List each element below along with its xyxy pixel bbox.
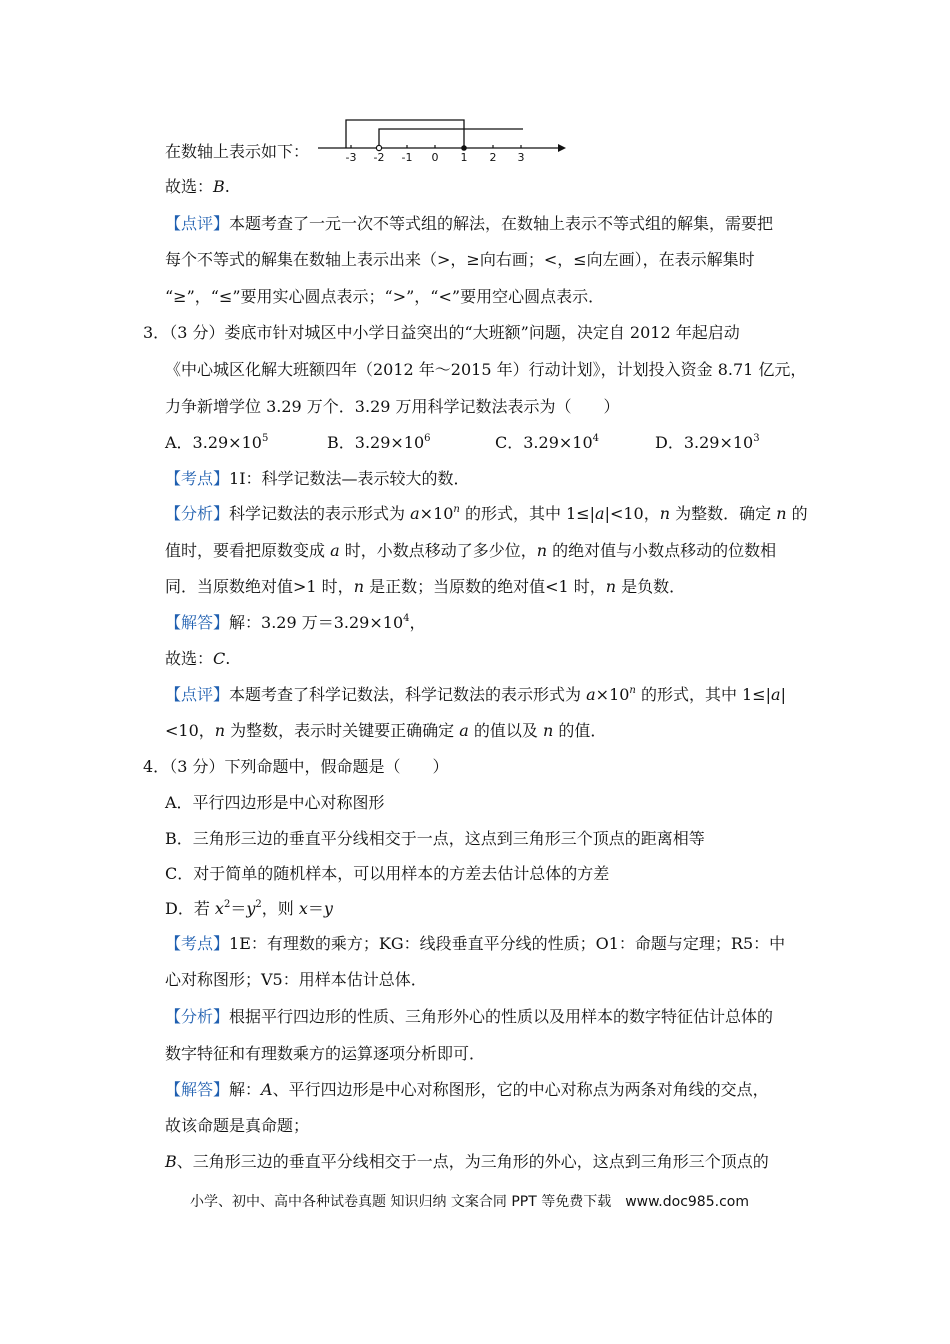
option-c: C．$3.29\times 10^4$	[495, 433, 600, 452]
tick-label: -3	[345, 151, 357, 164]
question-number: 3．	[143, 323, 170, 342]
solution-line: B、三角形三边的垂直平分线相交于一点，为三角形的外心，这点到三角形三个顶点的	[165, 1152, 769, 1171]
question-3-stem: 3．（3 分）娄底市针对城区中小学日益突出的“大班额”问题，决定自 2012 年起启动	[143, 323, 740, 342]
solution-line: 【解答】解：3.29 万$=3.29\times 10^4$，	[165, 613, 426, 632]
option-a: A．平行四边形是中心对称图形	[165, 793, 385, 812]
review-tag: 【点评】	[165, 685, 230, 704]
tick-label: 1	[460, 151, 468, 164]
analysis-line: 同．当原数绝对值>1 时，n 是正数；当原数的绝对值<1 时，n 是负数．	[165, 577, 686, 596]
solution-line: 【解答】解：A、平行四边形是中心对称图形，它的中心对称点为两条对角线的交点，	[165, 1080, 769, 1099]
question-number: 4．	[143, 757, 170, 776]
point-tag: 【考点】	[165, 934, 230, 953]
tick-label: 0	[431, 151, 439, 164]
review-line: 【点评】本题考查了一元一次不等式组的解法，在数轴上表示不等式组的解集，需要把	[165, 214, 774, 233]
option-c: C．对于简单的随机样本，可以用样本的方差去估计总体的方差	[165, 864, 610, 883]
number-line-figure	[318, 112, 568, 164]
number-line-arrow	[558, 144, 566, 152]
knowledge-point: 【考点】1I：科学记数法—表示较大的数．	[165, 469, 470, 488]
tick-label: 3	[517, 151, 525, 164]
option-b: B．$3.29\times 10^6$	[327, 433, 431, 452]
option-a: A．$3.29\times 10^5$	[165, 433, 269, 452]
question-3-stem: 力争新增学位 3.29 万个．3.29 万用科学记数法表示为（ ）	[165, 397, 620, 416]
answer-line: 故选：B.	[165, 177, 230, 196]
tick-label: 2	[489, 151, 497, 164]
numline-intro: 在数轴上表示如下：	[165, 142, 310, 161]
solution-line: 故该命题是真命题；	[165, 1116, 310, 1135]
review-line: <10，n 为整数，表示时关键要正确确定 a 的值以及 n 的值．	[165, 721, 607, 740]
number-line-solid-point	[461, 145, 467, 151]
knowledge-point: 【考点】1E：有理数的乘方；KG：线段垂直平分线的性质；O1：命题与定理；R5：中	[165, 934, 786, 953]
answer-line: 故选：C.	[165, 649, 231, 668]
analysis-line: 值时，要看把原数变成 a 时，小数点移动了多少位，n 的绝对值与小数点移动的位数相	[165, 541, 777, 560]
number-line-open-point	[376, 145, 381, 150]
analysis-line: 【分析】科学记数法的表示形式为 $a\times 10^n$ 的形式，其中 1≤|a|<10，n 为整数．确定 n 的	[165, 504, 808, 523]
review-line: 【点评】本题考查了科学记数法，科学记数法的表示形式为 $a\times 10^n$ 的形式，其中 1≤|a|	[165, 685, 786, 704]
analysis-line: 【分析】根据平行四边形的性质、三角形外心的性质以及用样本的数字特征估计总体的	[165, 1007, 774, 1026]
solution-tag: 【解答】	[165, 613, 230, 632]
question-3-stem: 《中心城区化解大班额四年（2012 年～2015 年）行动计划》，计划投入资金 8.71 亿元，	[165, 360, 807, 379]
knowledge-point: 心对称图形；V5：用样本估计总体．	[165, 970, 427, 989]
point-tag: 【考点】	[165, 469, 230, 488]
tick-label: -2	[373, 151, 385, 164]
question-4-stem: 4．（3 分）下列命题中，假命题是（ ）	[143, 757, 449, 776]
option-d: D．$3.29\times 10^3$	[655, 433, 760, 452]
analysis-tag: 【分析】	[165, 1007, 230, 1026]
number-line-bracket-left	[346, 120, 464, 148]
review-line: 每个不等式的解集在数轴上表示出来（>，≥向右画；<，≤向左画），在表示解集时	[165, 250, 755, 269]
option-b: B．三角形三边的垂直平分线相交于一点，这点到三角形三个顶点的距离相等	[165, 829, 705, 848]
option-d: D．若 $x^2=y^2$，则 x＝y	[165, 899, 333, 918]
page-footer: 小学、初中、高中各种试卷真题 知识归纳 文案合同 PPT 等免费下载 www.doc985.com	[190, 1194, 749, 1210]
number-line-bracket-right	[379, 129, 523, 148]
analysis-tag: 【分析】	[165, 504, 230, 523]
solution-tag: 【解答】	[165, 1080, 230, 1099]
review-tag: 【点评】	[165, 214, 230, 233]
analysis-line: 数字特征和有理数乘方的运算逐项分析即可．	[165, 1044, 486, 1063]
review-line: “≥”，“≤”要用实心圆点表示；“>”，“<”要用空心圆点表示．	[165, 287, 605, 306]
tick-label: -1	[401, 151, 413, 164]
